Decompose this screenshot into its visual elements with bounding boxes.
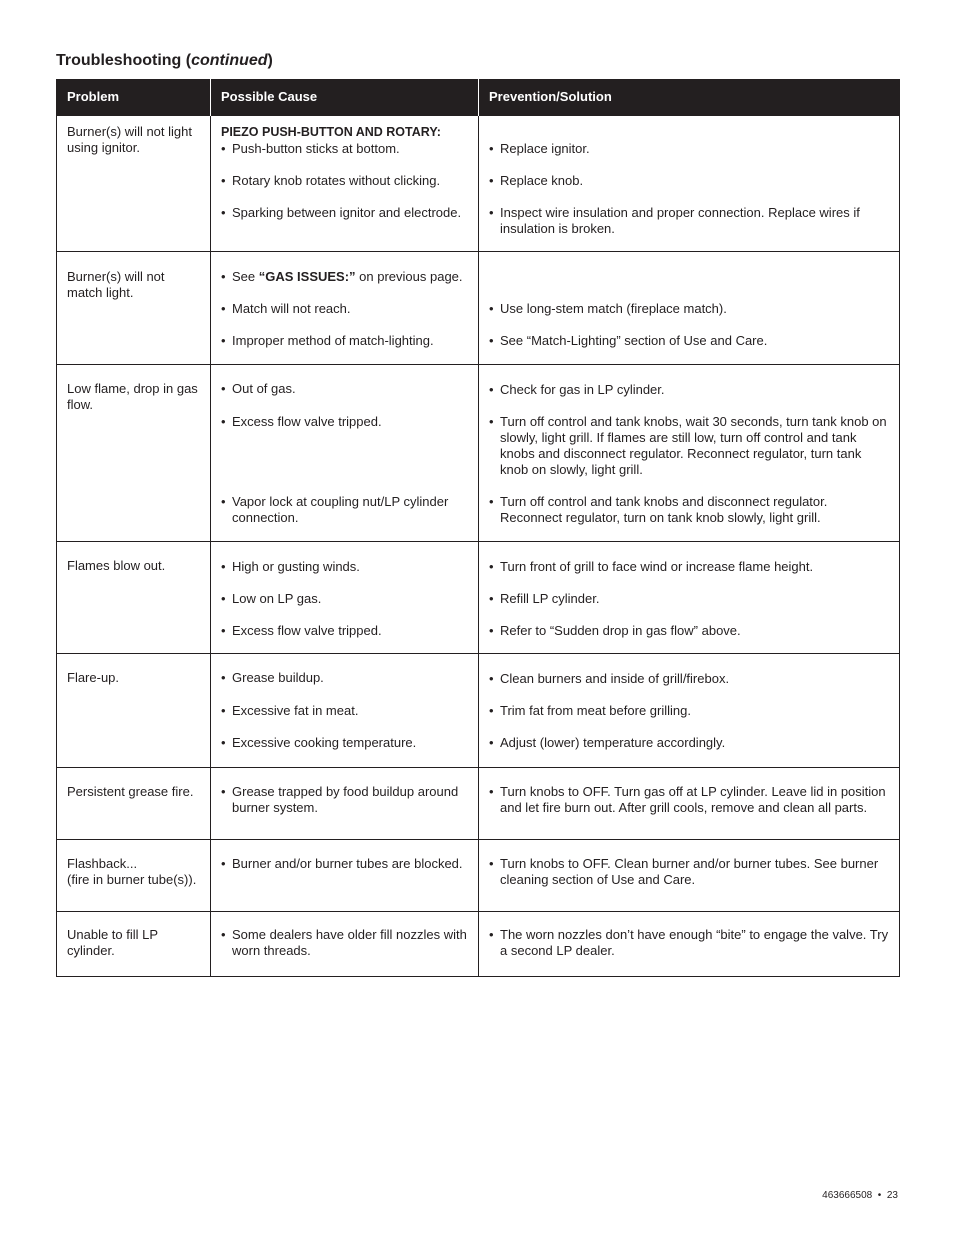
column-header-solution: Prevention/Solution <box>479 79 900 116</box>
cause-cell <box>211 840 479 912</box>
cause-cell <box>211 365 479 542</box>
cause-item: • See “GAS ISSUES:” on previous page. <box>221 269 463 284</box>
solution-item: • Turn knobs to OFF. Turn gas off at LP cylinder. Leave lid in position and let fire burn out. After grill cools, remove and clean all parts. <box>489 784 886 815</box>
problem-text: Flare-up. <box>67 670 120 685</box>
problem-text: Flames blow out. <box>67 558 166 573</box>
problem-cell <box>57 840 211 912</box>
cause-item: • Match will not reach. <box>221 301 351 316</box>
cause-item: • Burner and/or burner tubes are blocked. <box>221 856 463 871</box>
problem-text: Persistent grease fire. <box>67 784 194 799</box>
cause-item: • Out of gas. <box>221 381 296 396</box>
cause-item: • Sparking between ignitor and electrode. <box>221 205 462 220</box>
problem-cell <box>57 912 211 977</box>
solution-cell <box>479 840 900 912</box>
problem-cell <box>57 116 211 252</box>
table-header-row <box>57 79 900 116</box>
table-row <box>57 768 900 840</box>
cause-item: • Excess flow valve tripped. <box>221 414 382 429</box>
table-row <box>57 912 900 977</box>
problem-text: Flashback... (fire in burner tube(s)). <box>67 856 197 887</box>
solution-item: • The worn nozzles don’t have enough “bite” to engage the valve. Try a second LP dealer. <box>489 927 889 958</box>
solution-item: • Inspect wire insulation and proper connection. Replace wires if insulation is broken. <box>489 205 860 236</box>
table-row <box>57 654 900 768</box>
solution-cell <box>479 542 900 654</box>
solution-cell <box>479 912 900 977</box>
solution-item: • Adjust (lower) temperature accordingly. <box>489 735 726 750</box>
solution-item: • Refill LP cylinder. <box>489 591 600 606</box>
cause-item: • Excessive cooking temperature. <box>221 735 417 750</box>
cause-item: • Excessive fat in meat. <box>221 703 359 718</box>
document-number: 463666508 <box>822 1190 873 1201</box>
table-row <box>57 365 900 542</box>
solution-item: • Turn off control and tank knobs and disconnect regulator. Reconnect regulator, turn on tank knob slowly, light grill. <box>489 494 828 525</box>
cause-heading: PIEZO PUSH-BUTTON AND ROTARY: <box>221 125 441 139</box>
solution-item: • Replace knob. <box>489 173 584 188</box>
column-header-cause: Possible Cause <box>211 79 479 116</box>
cause-item: • High or gusting winds. <box>221 559 360 574</box>
solution-item: • Turn off control and tank knobs, wait 30 seconds, turn tank knob on slowly, light grill. If flames are still low, turn off control and tank knobs and disconnect regulator. Reconnect regulator, turn tank knob on slowly, light grill. <box>489 414 887 477</box>
table-row <box>57 116 900 252</box>
cause-cell <box>211 116 479 252</box>
page-number: 23 <box>886 1190 898 1201</box>
problem-text: Burner(s) will not light using ignitor. <box>67 124 192 155</box>
solution-cell <box>479 252 900 365</box>
solution-item: • Clean burners and inside of grill/firebox. <box>489 671 730 686</box>
solution-item: • Use long-stem match (fireplace match). <box>489 301 727 316</box>
problem-text: Low flame, drop in gas flow. <box>67 381 198 412</box>
column-header-problem: Problem <box>57 79 211 116</box>
cause-item: • Improper method of match-lighting. <box>221 333 434 348</box>
cause-cell <box>211 654 479 768</box>
cause-cell <box>211 542 479 654</box>
troubleshooting-table <box>56 79 900 977</box>
solution-cell <box>479 365 900 542</box>
cause-item: • Grease buildup. <box>221 670 324 685</box>
cause-item: • Some dealers have older fill nozzles with worn threads. <box>221 927 467 958</box>
solution-item: • Turn knobs to OFF. Clean burner and/or burner tubes. See burner cleaning section of Use and Care. <box>489 856 879 887</box>
problem-cell <box>57 654 211 768</box>
page-title: Troubleshooting (continued) <box>56 52 273 69</box>
problem-cell <box>57 365 211 542</box>
cause-cell <box>211 252 479 365</box>
cause-item: • Low on LP gas. <box>221 591 322 606</box>
problem-text: Unable to fill LP cylinder. <box>67 927 158 958</box>
footer-separator: • <box>877 1190 882 1201</box>
cause-item: • Rotary knob rotates without clicking. <box>221 173 441 188</box>
cause-item: • Push-button sticks at bottom. <box>221 141 400 156</box>
solution-cell <box>479 654 900 768</box>
problem-cell <box>57 542 211 654</box>
table-row <box>57 542 900 654</box>
problem-text: Burner(s) will not match light. <box>67 269 165 300</box>
cause-item: • Vapor lock at coupling nut/LP cylinder connection. <box>221 494 449 525</box>
solution-cell <box>479 116 900 252</box>
solution-item: • Replace ignitor. <box>489 141 590 156</box>
solution-item: • Trim fat from meat before grilling. <box>489 703 691 718</box>
table-row <box>57 252 900 365</box>
cause-item: • Grease trapped by food buildup around burner system. <box>221 784 459 815</box>
solution-item: • Refer to “Sudden drop in gas flow” above. <box>489 623 741 638</box>
cause-item: • Excess flow valve tripped. <box>221 623 382 638</box>
page-footer <box>822 1190 898 1201</box>
solution-item: • Check for gas in LP cylinder. <box>489 382 665 397</box>
cause-cell <box>211 768 479 840</box>
solution-item: • Turn front of grill to face wind or increase flame height. <box>489 559 814 574</box>
table-row <box>57 840 900 912</box>
solution-item: • See “Match-Lighting” section of Use and Care. <box>489 333 768 348</box>
problem-cell <box>57 252 211 365</box>
cause-cell <box>211 912 479 977</box>
solution-cell <box>479 768 900 840</box>
problem-cell <box>57 768 211 840</box>
